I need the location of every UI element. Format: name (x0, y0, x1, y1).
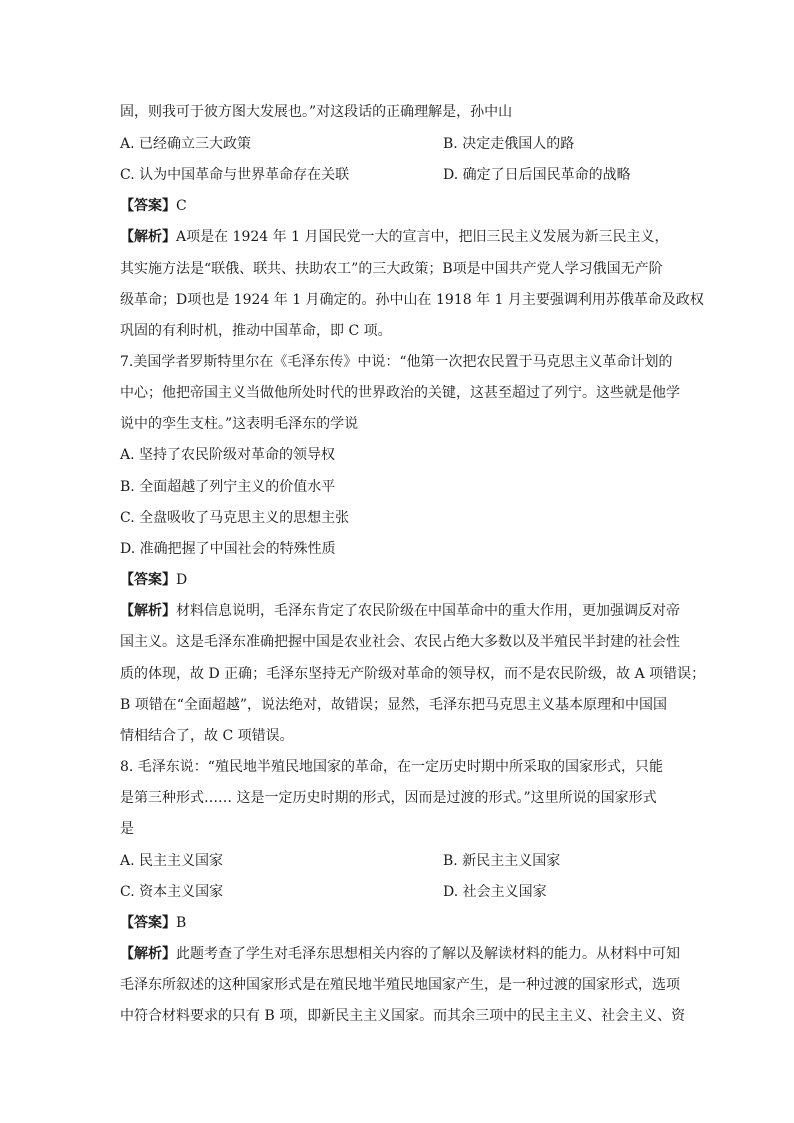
q6-option-a: A. 已经确立三大政策 (120, 136, 252, 152)
q6-option-d: D. 确定了日后国民革命的战略 (443, 167, 631, 183)
q6-analysis-line: 级革命；D项也是 1924 年 1 月确定的。孙中山在 1918 年 1 月主要强调利用苏俄革命及政权 (120, 292, 704, 308)
q6-answer: 【答案】C (120, 198, 187, 214)
q6-option-b: B. 决定走俄国人的路 (443, 136, 575, 152)
q7-analysis-line: B 项错在“全面超越”，说法绝对，故错误；显然，毛泽东把马克思主义基本原理和中国国 (120, 697, 668, 713)
q8-option-d: D. 社会主义国家 (443, 884, 547, 900)
q7-option-a: A. 坚持了农民阶级对革命的领导权 (120, 447, 336, 463)
q8-option-c: C. 资本主义国家 (120, 884, 224, 900)
q8-analysis-line: 中符合材料要求的只有 B 项，即新民主主义国家。而其余三项中的民主主义、社会主义、资 (120, 1008, 686, 1024)
q7-option-c: C. 全盘吸收了马克思主义的思想主张 (120, 510, 350, 526)
q7-stem-line: 中心；他把帝国主义当做他所处时代的世界政治的关键，这甚至超过了列宁。这些就是他学 (120, 385, 680, 401)
q6-analysis-line: 其实施方法是“联俄、联共、扶助农工”的三大政策；B项是中国共产党人学习俄国无产阶 (120, 261, 663, 277)
q6-analysis-line: 【解析】A项是在 1924 年 1 月国民党一大的宣言中，把旧三民主义发展为新三民主义， (120, 229, 669, 245)
q8-answer: 【答案】B (120, 915, 187, 931)
q8-option-b: B. 新民主主义国家 (443, 853, 561, 869)
q7-analysis-line: 质的体现，故 D 正确；毛泽东坚持无产阶级对革命的领导权，而不是农民阶级，故 A 项错误； (120, 666, 706, 682)
q6-option-c: C. 认为中国革命与世界革命存在关联 (120, 167, 350, 183)
q8-analysis-line: 毛泽东所叙述的这种国家形式是在殖民地半殖民地国家产生，是一种过渡的国家形式，选项 (120, 977, 680, 993)
q7-analysis-line: 情相结合了，故 C 项错误。 (120, 728, 294, 744)
q7-answer: 【答案】D (120, 572, 188, 588)
q8-option-a: A. 民主主义国家 (120, 853, 224, 869)
q8-analysis-line: 【解析】此题考查了学生对毛泽东思想相关内容的了解以及解读材料的能力。从材料中可知 (120, 946, 680, 962)
q7-option-b: B. 全面超越了列宁主义的价值水平 (120, 479, 336, 495)
q7-analysis-line: 国主义。这是毛泽东准确把握中国是农业社会、农民占绝大多数以及半殖民半封建的社会性 (120, 634, 680, 650)
q6-analysis-line: 巩固的有利时机，推动中国革命，即 C 项。 (120, 323, 392, 339)
q6-stem-tail: 固，则我可于彼方图大发展也。”对这段话的正确理解是，孙中山 (120, 104, 513, 120)
q8-stem-line: 8. 毛泽东说：“殖民地半殖民地国家的革命，在一定历史时期中所采取的国家形式，只能 (120, 759, 663, 775)
q7-analysis-line: 【解析】材料信息说明，毛泽东肯定了农民阶级在中国革命中的重大作用，更加强调反对帝 (120, 603, 680, 619)
q8-stem-line: 是第三种形式…… 这是一定历史时期的形式，因而是过渡的形式。”这里所说的国家形式 (120, 790, 657, 806)
q7-stem-line: 说中的孪生支柱。”这表明毛泽东的学说 (120, 416, 359, 432)
q7-option-d: D. 准确把握了中国社会的特殊性质 (120, 541, 336, 557)
q8-stem-line: 是 (120, 821, 134, 837)
q7-stem-line: 7.美国学者罗斯特里尔在《毛泽东传》中说：“他第一次把农民置于马克思主义革命计划的 (120, 354, 673, 370)
